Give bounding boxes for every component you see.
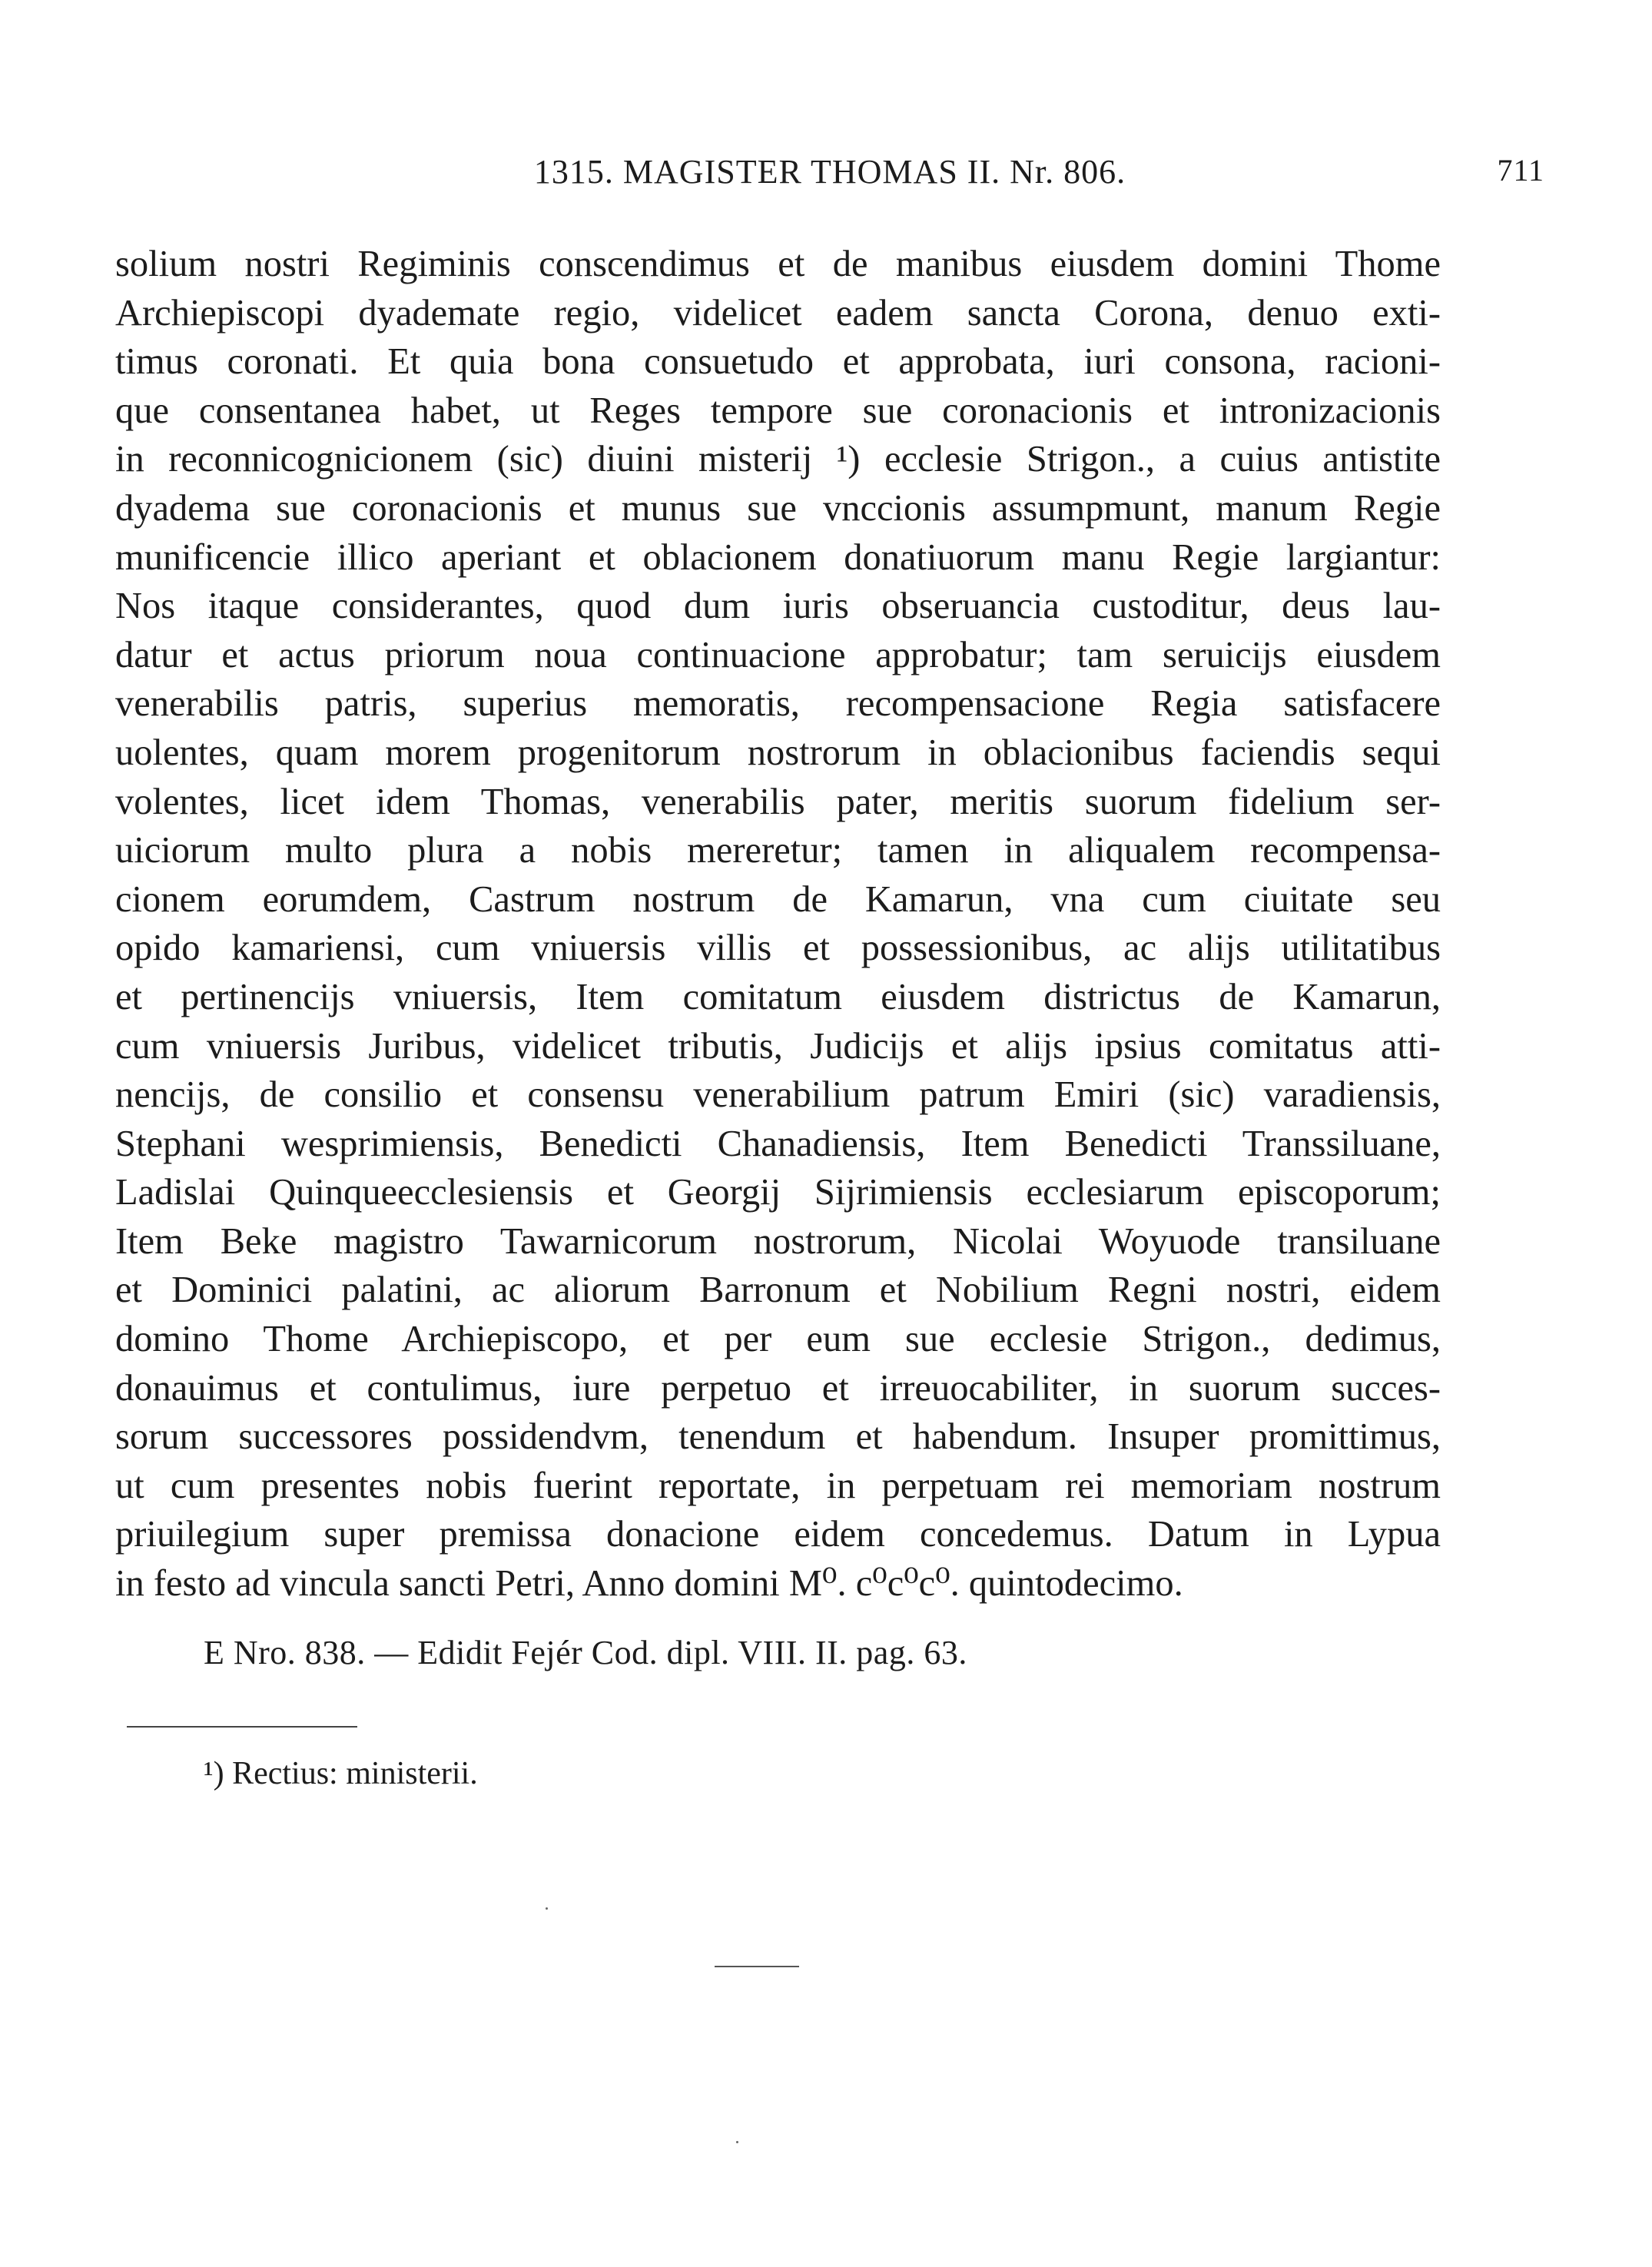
text-line: Item Beke magistro Tawarnicorum nostrorum, Nicolai Woyuode transiluane: [115, 1220, 1441, 1262]
running-head-title: 1315. MAGISTER THOMAS II. Nr. 806.: [533, 153, 1126, 191]
text-line: venerabilis patris, superius memoratis, recompensacione Regia satisfacere: [115, 683, 1441, 725]
text-line: datur et actus priorum noua continuacione approbatur; tam seruicijs eiusdem: [115, 634, 1441, 675]
scan-speck: [546, 1907, 548, 1910]
text-line: cum vniuersis Juribus, videlicet tributis, Judicijs et alijs ipsius comitatus atti-: [115, 1025, 1441, 1067]
running-head: [115, 152, 1544, 198]
text-line: domino Thome Archiepiscopo, et per eum sue ecclesie Strigon., dedimus,: [115, 1319, 1441, 1360]
text-line: sorum successores possidendvm, tenendum et habendum. Insuper promittimus,: [115, 1416, 1441, 1458]
text-line: Stephani wesprimiensis, Benedicti Chanadiensis, Item Benedicti Transsiluane,: [115, 1123, 1441, 1164]
scan-speck: [736, 2141, 738, 2143]
text-line: donauimus et contulimus, iure perpetuo et irreuocabiliter, in suorum succes-: [115, 1367, 1441, 1409]
text-line: nencijs, de consilio et consensu venerabilium patrum Emiri (sic) varadiensis,: [115, 1074, 1441, 1116]
text-line: in reconnicognicionem (sic) diuini misterij ¹) ecclesie Strigon., a cuius antistite: [115, 439, 1441, 480]
text-line: cionem eorumdem, Castrum nostrum de Kamarun, vna cum ciuitate seu: [115, 878, 1441, 920]
text-line: uolentes, quam morem progenitorum nostrorum in oblacionibus faciendis sequi: [115, 732, 1441, 773]
text-line: uiciorum multo plura a nobis mereretur; tamen in aliqualem recompensa-: [115, 830, 1441, 871]
source-note: E Nro. 838. — Edidit Fejér Cod. dipl. VIII. II. pag. 63.: [204, 1634, 967, 1671]
footnote-text: Rectius: ministerii.: [232, 1756, 478, 1791]
text-line: dyadema sue coronacionis et munus sue vnccionis assumpmunt, manum Regie: [115, 487, 1441, 529]
text-line: et pertinencijs vniuersis, Item comitatum eiusdem districtus de Kamarun,: [115, 976, 1441, 1017]
text-line: que consentanea habet, ut Reges tempore sue coronacionis et intronizacionis: [115, 390, 1441, 431]
charter-text: [115, 240, 1441, 1608]
text-line: solium nostri Regiminis conscendimus et de manibus eiusdem domini Thome: [115, 244, 1441, 284]
footnote-marker: ¹): [204, 1756, 224, 1791]
footnote: [204, 1755, 478, 1792]
text-line: Ladislai Quinqueecclesiensis et Georgij Sijrimiensis ecclesiarum episcoporum;: [115, 1172, 1441, 1213]
text-line: timus coronati. Et quia bona consuetudo et approbata, iuri consona, racioni-: [115, 341, 1441, 383]
text-line: priuilegium super premissa donacione eidem concedemus. Datum in Lypua: [115, 1514, 1441, 1555]
text-line: ut cum presentes nobis fuerint reportate, in perpetuam rei memoriam nostrum: [115, 1465, 1441, 1506]
page-number: 711: [1497, 153, 1544, 188]
text-line: Archiepiscopi dyademate regio, videlicet eadem sancta Corona, denuo exti-: [115, 292, 1441, 334]
text-line: Nos itaque considerantes, quod dum iuris obseruancia custoditur, deus lau-: [115, 586, 1441, 627]
end-rule: [715, 1966, 799, 1967]
text-line: volentes, licet idem Thomas, venerabilis pater, meritis suorum fidelium ser-: [115, 781, 1441, 822]
text-line: munificencie illico aperiant et oblacionem donatiuorum manu Regie largiantur:: [115, 536, 1441, 578]
text-line: in festo ad vincula sancti Petri, Anno domini M⁰. c⁰c⁰c⁰. quintodecimo.: [115, 1563, 1183, 1605]
text-line: opido kamariensi, cum vniuersis villis et possessionibus, ac alijs utilitatibus: [115, 928, 1441, 969]
text-line: et Dominici palatini, ac aliorum Barronum et Nobilium Regni nostri, eidem: [115, 1270, 1441, 1311]
footnote-divider: [127, 1726, 357, 1728]
